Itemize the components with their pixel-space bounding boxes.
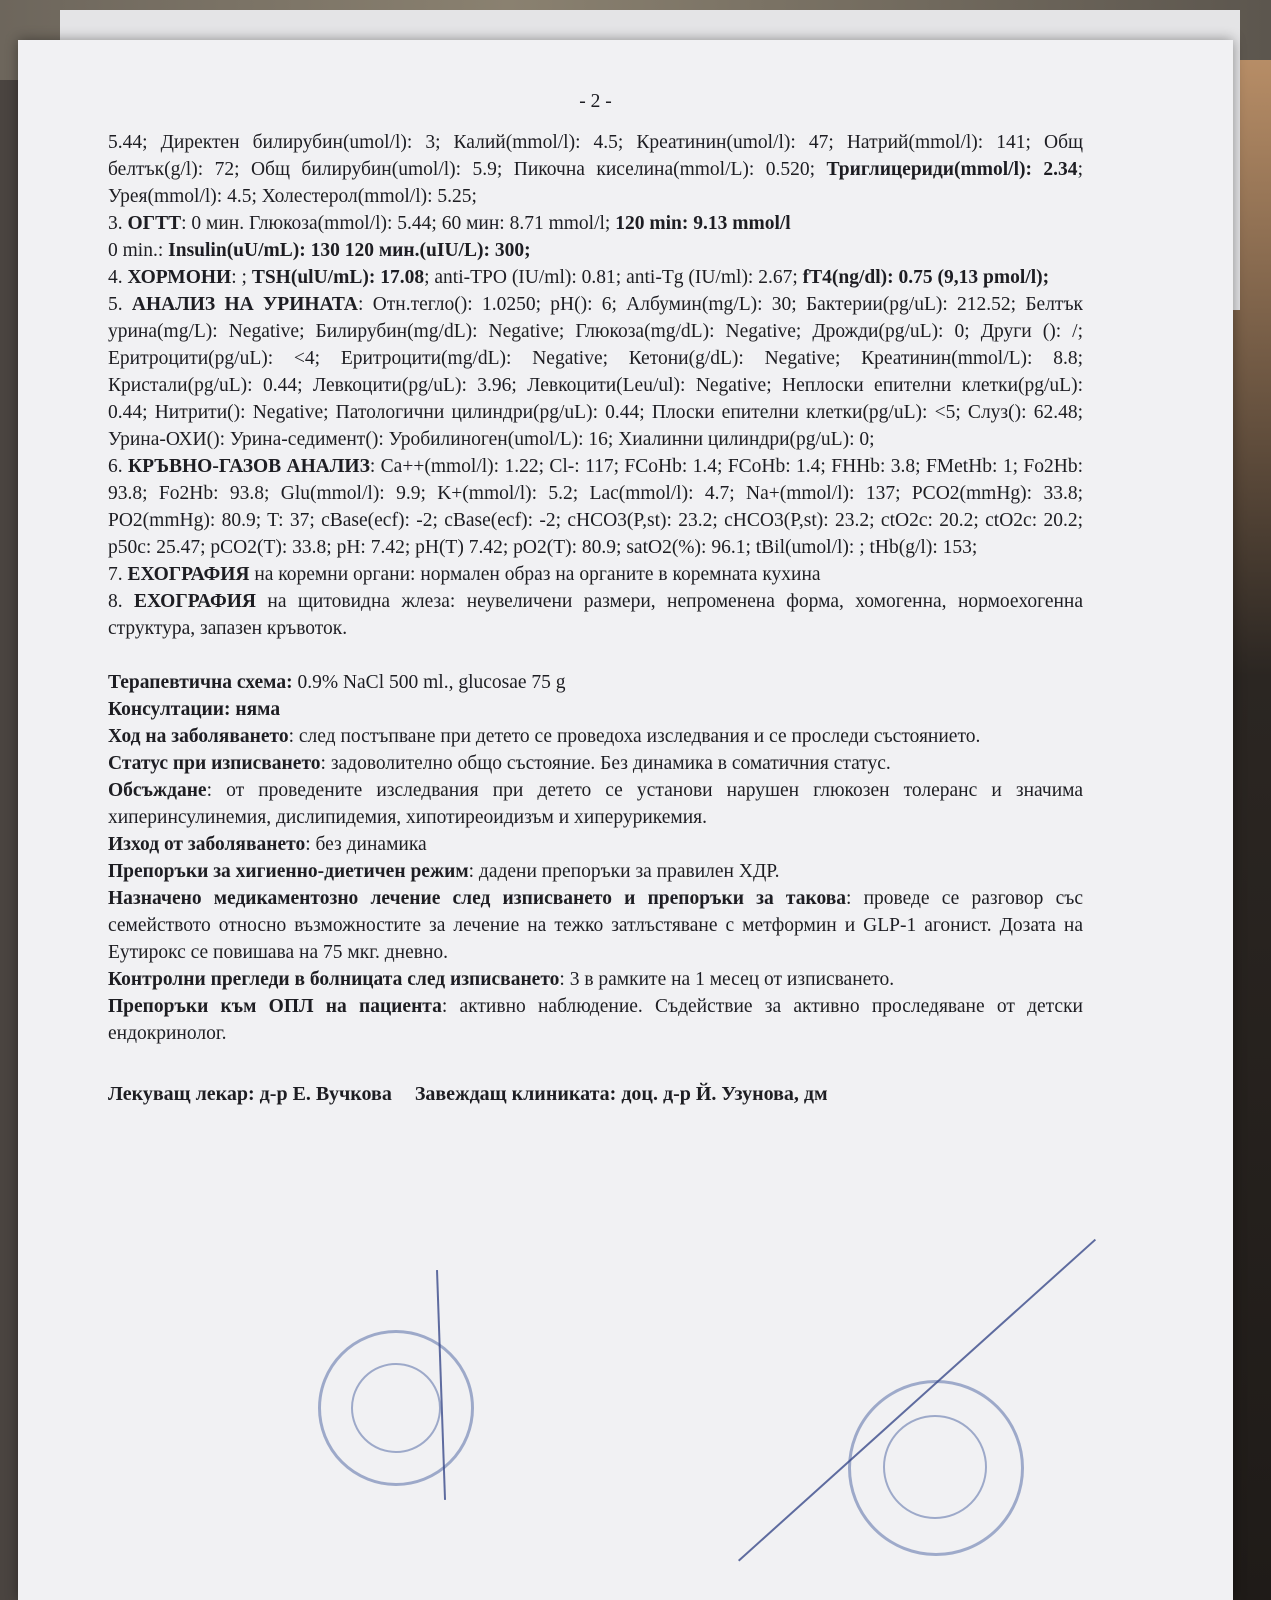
section-paragraph (108, 831, 1083, 858)
section-paragraph (108, 669, 1083, 696)
stamp-left (318, 1330, 474, 1486)
lab-paragraph-text: 7. (108, 564, 128, 585)
lab-paragraph (108, 453, 1083, 561)
lab-paragraph-label: ЕХОГРАФИЯ (134, 591, 256, 612)
section-paragraph-label: Препоръки към ОПЛ на пациента (108, 996, 442, 1017)
stamp-right (848, 1380, 1024, 1556)
section-paragraph-label: Терапевтична схема: (108, 672, 293, 693)
section-paragraph-text: : активно наблюдение. Съдействие за активно проследяване от детски ендокринолог. (108, 996, 1083, 1044)
section-paragraph-label: Консултации: няма (108, 699, 281, 720)
section-paragraph-text: : дадени препоръки за правилен ХДР. (468, 861, 780, 882)
section-paragraph-text: : от проведените изследвания при детето се установи нарушен глюкозен толеранс и значима хиперинсулинемия, дислипидемия, хипотиреоидизъм и хиперурикемия. (108, 780, 1083, 828)
lab-paragraph-label: fT4(ng/dl): 0.75 (9,13 pmol/l); (802, 267, 1050, 288)
section-paragraph (108, 858, 1083, 885)
lab-paragraph-text: : ; (231, 267, 252, 288)
page-number: - 2 - (579, 91, 612, 112)
lab-paragraph-label: ЕХОГРАФИЯ (127, 564, 250, 585)
lab-paragraph (108, 210, 1083, 237)
lab-paragraph-label: TSH(ulU/mL): 17.08 (251, 267, 425, 288)
section-paragraph (108, 993, 1083, 1047)
section-paragraph-label: Изход от заболяването (108, 834, 306, 855)
section-paragraph-label: Контролни прегледи в болницата след изписването (108, 969, 560, 990)
section-paragraph-text: 0.9% NaCl 500 ml., glucosae 75 g (292, 672, 566, 693)
section-paragraph-text: : проведе се разговор със семейството относно възможностите за лечение на тежко затлъстяване с метформин и GLP-1 агонист. Дозата на Еутирокс се повишава на 75 мкг. дневно. (108, 888, 1083, 963)
lab-paragraph-label: Триглицериди(mmol/l): 2.34 (826, 159, 1078, 180)
section-paragraph-label: Статус при изписването (108, 753, 321, 774)
lab-paragraph-text: 4. (108, 267, 128, 288)
section-paragraph (108, 750, 1083, 777)
section-paragraph-text: : след постъпване при детето се проведоха изследвания и се проследи състоянието. (288, 726, 981, 747)
signature-line (108, 1081, 1083, 1108)
lab-paragraph-text: на щитовидна жлеза: неувеличени размери, непроменена форма, хомогенна, нормоехогенна структура, запазен кръвоток. (108, 591, 1083, 639)
lab-paragraph-text: : Ca++(mmol/l): 1.22; Cl-: 117; FCoHb: 1.4; FCoHb: 1.4; FHHb: 3.8; FMetHb: 1; Fo2Hb: 93.8; Fo2Hb: 93.8; Glu(mmol/l): 9.9; K+(mmol/l): 5.2; Lac(mmol/l): 4.7; Na+(mmol/l): 137; PCO2(mmHg): 33.8; PO2(mmHg): 80.9; T: 37; cBase(ecf): -2; cBase(ecf): -2; cHCO3(P,st): 23.2; cHCO3(P,st): 23.2; ctO2c: 20.2; ctO2c: 20.2; p50c: 25.47; pCO2(T): 33.8; pH: 7.42; pH(T) 7.42; pO2(T): 80.9; satO2(%): 96.1; tBil(umol/l): ; tHb(g/l): 153; (108, 456, 1083, 558)
lab-paragraph-label: 120 мин.(uIU/L): 300; (344, 240, 531, 261)
lab-paragraph-text: 5.44; Директен билирубин(umol/l): 3; Калий(mmol/l): 4.5; Креатинин(umol/l): 47; Натрий(mmol/l): 141; Общ белтък(g/l): 72; Общ билирубин(umol/l): 5.9; Пикочна киселина(mmol/L): 0.520; (108, 132, 1083, 180)
lab-paragraph-label: АНАЛИЗ НА УРИНАТА (131, 294, 359, 315)
section-paragraph (108, 696, 1083, 723)
section-paragraph (108, 966, 1083, 993)
lab-paragraph (108, 264, 1083, 291)
head-of-clinic: Завеждащ клиниката: доц. д-р Й. Узунова, дм (414, 1083, 828, 1105)
lab-paragraph-text: : Отн.тегло(): 1.0250; pH(): 6; Албумин(mg/L): 30; Бактерии(pg/uL): 212.52; Белтък урина(mg/L): Negative; Билирубин(mg/dL): Negative; Глюкоза(mg/dL): Negative; Дрожди(pg/uL): 0; Други (): /; Еритроцити(pg/uL): <4; Еритроцити(mg/dL): Negative; Кетони(g/dL): Negative; Креатинин(mmol/L): 8.8; Кристали(pg/uL): 0.44; Левкоцити(pg/uL): 3.96; Левкоцити(Leu/ul): Negative; Неплоски епителни клетки(pg/uL): 0.44; Нитрити(): Negative; Патологични цилиндри(pg/uL): 0.44; Плоски епителни клетки(pg/uL): <5; Слуз(): 62.48; Урина-ОХИ(): Урина-седимент(): Уробилиноген(umol/L): 16; Хиалинни цилиндри(pg/uL): 0; (108, 294, 1084, 450)
lab-paragraph-text: 5. (108, 294, 132, 315)
treating-doctor: Лекуващ лекар: д-р Е. Вучкова (108, 1083, 392, 1105)
lab-paragraph-text: на коремни органи: нормален образ на органите в коремната кухина (249, 564, 821, 585)
lab-paragraph-label: 120 min: 9.13 mmol/l (615, 213, 791, 234)
lab-results (108, 129, 1083, 642)
lab-paragraph (108, 237, 1083, 264)
section-paragraph-label: Ход на заболяването (108, 726, 289, 747)
section-paragraph (108, 777, 1083, 831)
lab-paragraph (108, 588, 1083, 642)
document-page (18, 40, 1233, 1600)
lab-paragraph (108, 291, 1083, 453)
section-paragraph-text: : задоволително общо състояние. Без динамика в соматичния статус. (320, 753, 891, 774)
section-paragraph-label: Препоръки за хигиенно-диетичен режим (108, 861, 469, 882)
lab-paragraph-text: 6. (108, 456, 129, 477)
lab-paragraph-label: ОГТТ (127, 213, 182, 234)
section-paragraph-text: : без динамика (305, 834, 427, 855)
lab-paragraph-text: : 0 мин. Глюкоза(mmol/l): 5.44; 60 мин: 8.71 mmol/l; (181, 213, 616, 234)
lab-paragraph-text: ; Урея(mmol/l): 4.5; Холестерол(mmol/l): 5.25; (108, 159, 1083, 207)
lab-paragraph-label: Insulin(uU/mL): 130 (168, 240, 340, 261)
lab-paragraph-text: 8. (108, 591, 135, 612)
lab-paragraph (108, 561, 1083, 588)
lab-paragraph-text: ; anti-TPO (IU/ml): 0.81; anti-Tg (IU/ml): 2.67; (424, 267, 803, 288)
section-paragraph-text: : 3 в рамките на 1 месец от изписването. (559, 969, 895, 990)
lab-paragraph-label: КРЪВНО-ГАЗОВ АНАЛИЗ (128, 456, 370, 477)
lab-paragraph (108, 129, 1083, 210)
section-paragraph (108, 885, 1083, 966)
section-paragraph (108, 723, 1083, 750)
section-paragraph-label: Назначено медикаментозно лечение след изписването и препоръки за такова (108, 888, 846, 909)
document-content (108, 88, 1083, 1108)
discharge-sections (108, 669, 1083, 1047)
section-paragraph-label: Обсъждане (108, 780, 207, 801)
lab-paragraph-label: ХОРМОНИ (127, 267, 232, 288)
lab-paragraph-text: 0 min.: (108, 240, 169, 261)
lab-paragraph-text: 3. (108, 213, 128, 234)
